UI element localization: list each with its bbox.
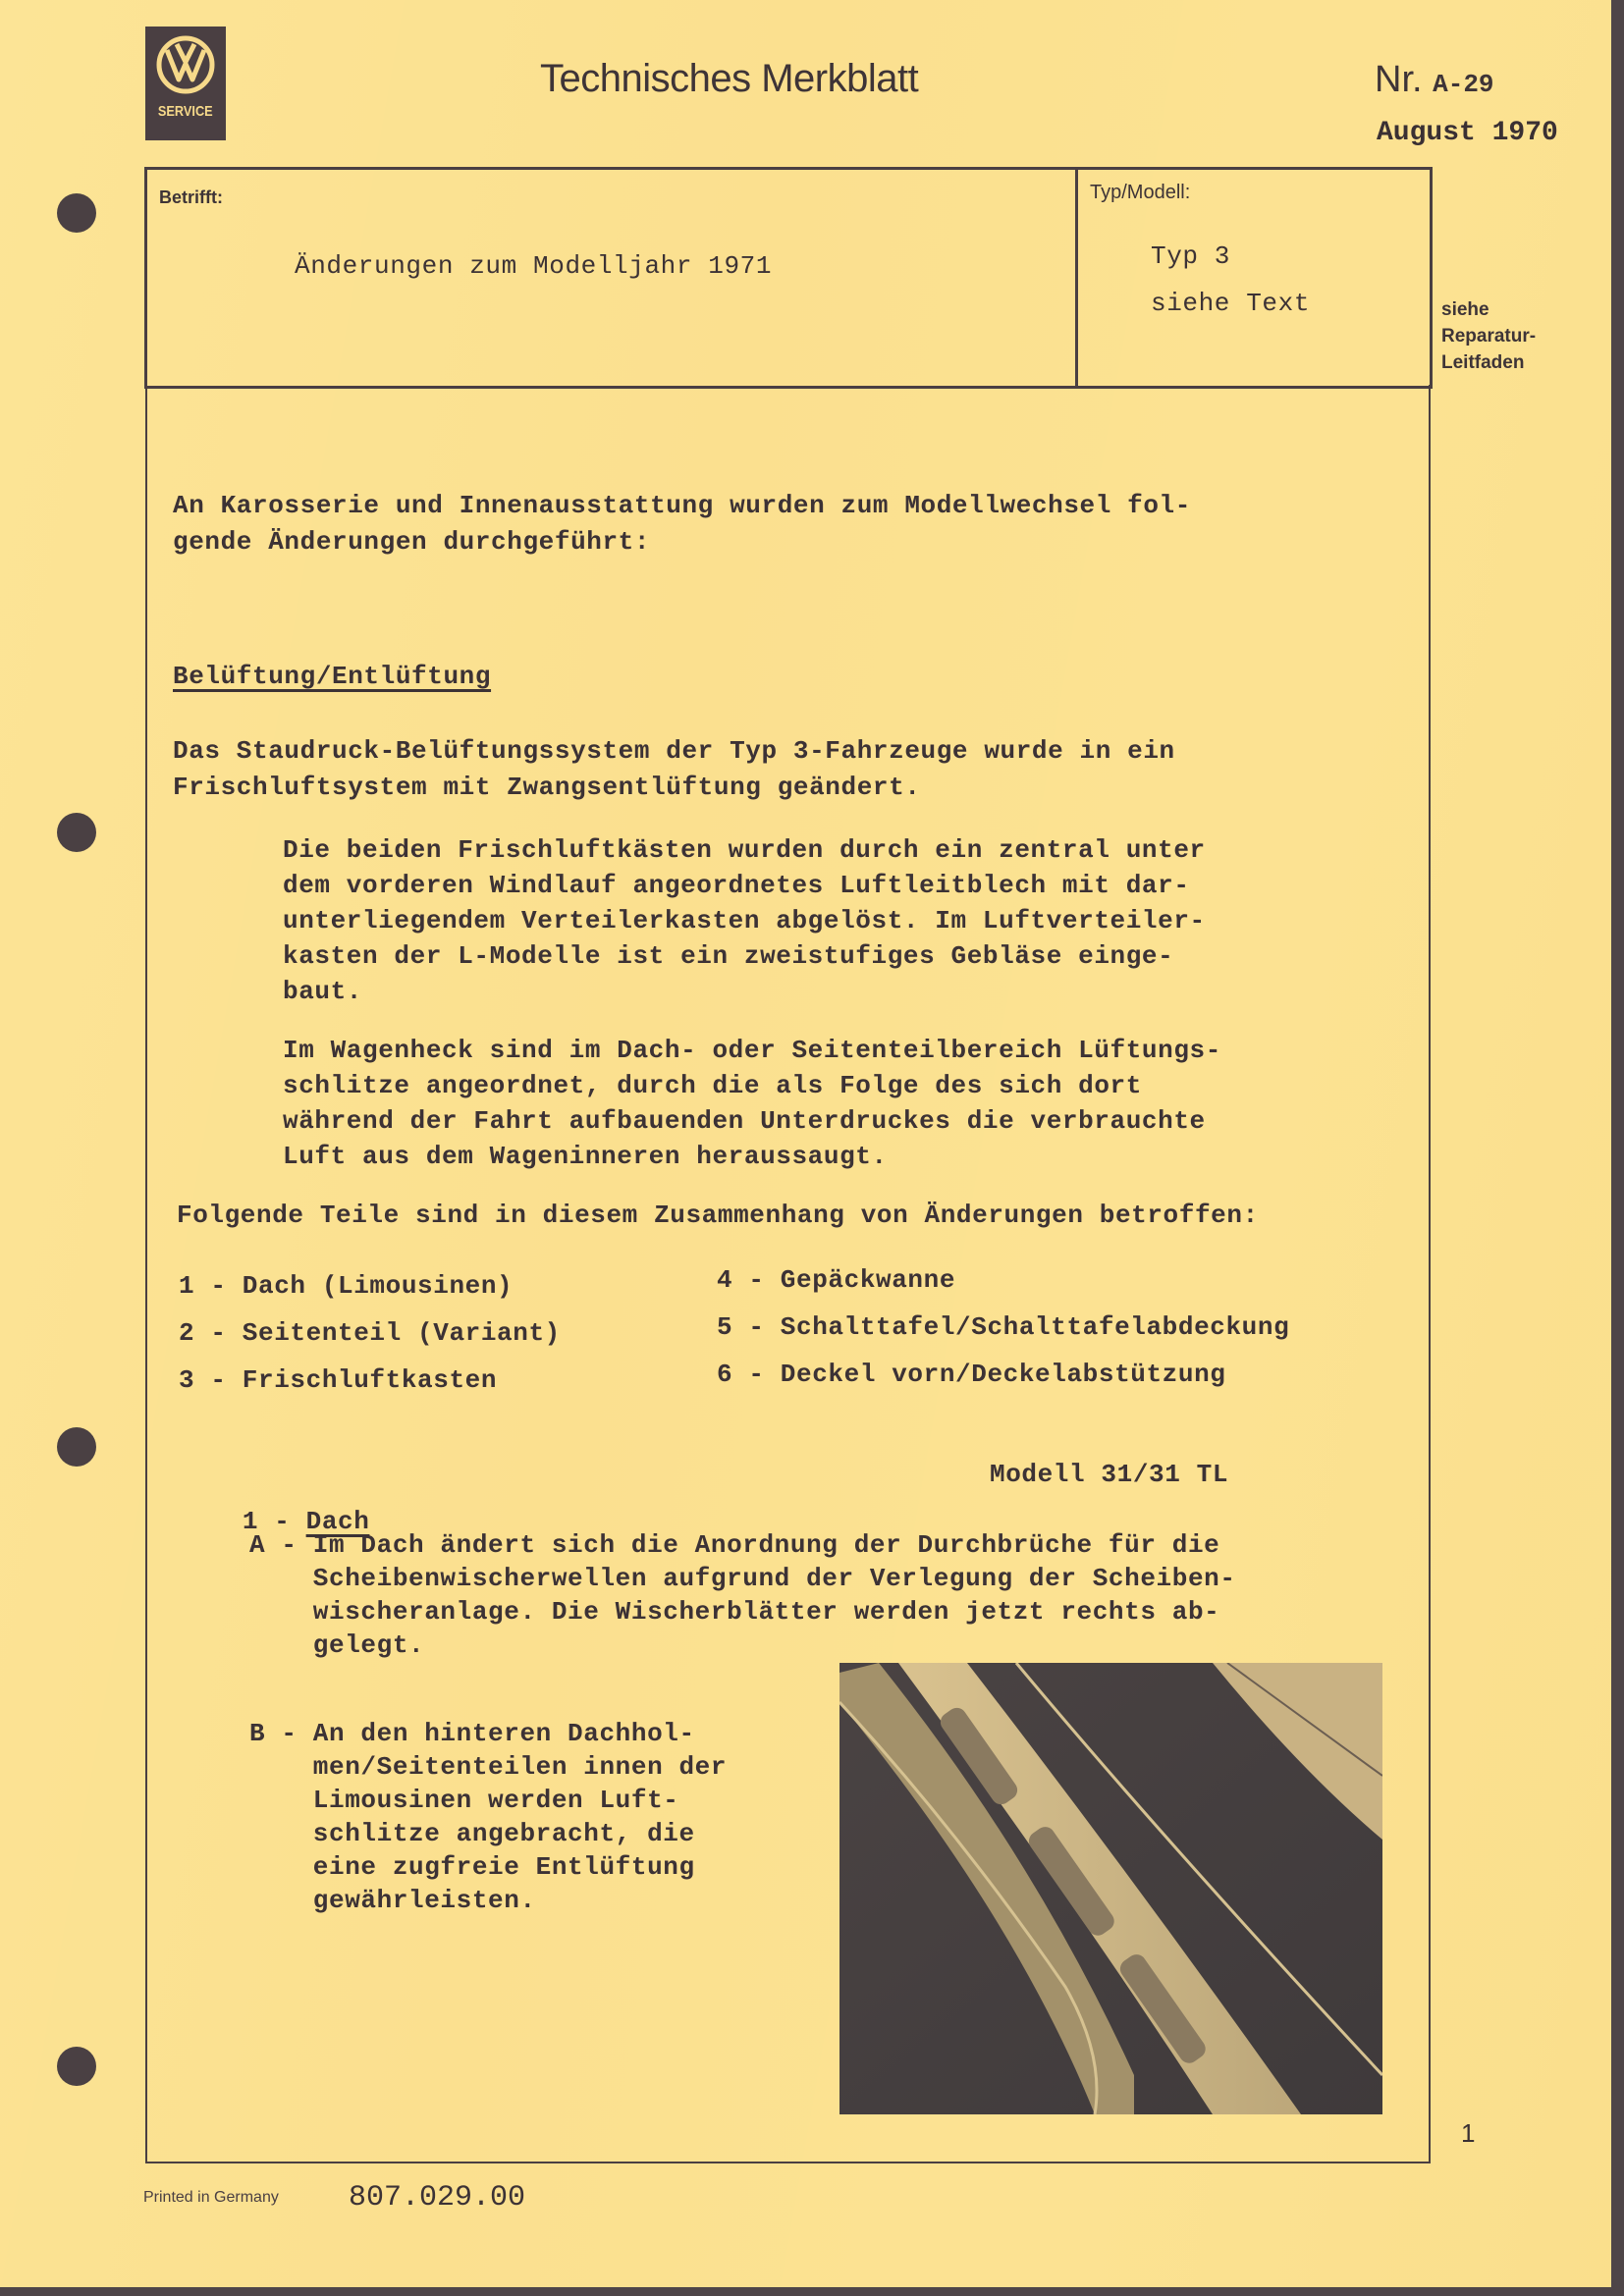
para3-line: während der Fahrt aufbauenden Unterdruckes die verbrauchte bbox=[283, 1106, 1206, 1136]
item1-b-line: Limousinen werden Luft- bbox=[249, 1786, 679, 1815]
parts-list-item: 2 - Seitenteil (Variant) bbox=[179, 1318, 561, 1348]
side-note-line: Leitfaden bbox=[1441, 352, 1525, 373]
side-note-line: Reparatur- bbox=[1441, 326, 1537, 347]
section-heading: Belüftung/Entlüftung bbox=[173, 662, 492, 691]
item1-a-line: wischeranlage. Die Wischerblätter werden jetzt rechts ab- bbox=[249, 1597, 1220, 1627]
parts-intro: Folgende Teile sind in diesem Zusammenhang von Änderungen betroffen: bbox=[177, 1201, 1259, 1230]
logo-service-text: SERVICE bbox=[158, 103, 213, 120]
item1-model: Modell 31/31 TL bbox=[990, 1460, 1229, 1489]
parts-list-item: 6 - Deckel vorn/Deckelabstützung bbox=[717, 1360, 1226, 1389]
para3-line: Im Wagenheck sind im Dach- oder Seitenteilbereich Lüftungs- bbox=[283, 1036, 1221, 1065]
vw-service-logo bbox=[145, 27, 226, 140]
punch-hole bbox=[57, 193, 96, 233]
para2-line: kasten der L-Modelle ist ein zweistufiges Gebläse einge- bbox=[283, 941, 1174, 971]
intro-line: An Karosserie und Innenausstattung wurden zum Modellwechsel fol- bbox=[173, 491, 1191, 520]
subject-box bbox=[144, 167, 1433, 389]
item1-a-line: Scheibenwischerwellen aufgrund der Verlegung der Scheiben- bbox=[249, 1564, 1236, 1593]
document-number bbox=[1375, 59, 1494, 101]
punch-hole bbox=[57, 1427, 96, 1467]
parts-list-item: 1 - Dach (Limousinen) bbox=[179, 1271, 514, 1301]
item1-b-line: eine zugfreie Entlüftung bbox=[249, 1852, 695, 1882]
item1-number: 1 - bbox=[242, 1507, 306, 1536]
item1-a-line: gelegt. bbox=[249, 1630, 425, 1660]
punch-hole bbox=[57, 2047, 96, 2086]
nr-value: A-29 bbox=[1433, 70, 1494, 99]
subject-divider bbox=[1075, 170, 1078, 386]
item1-a-line: A - Im Dach ändert sich die Anordnung der Durchbrüche für die bbox=[249, 1530, 1220, 1560]
subject-text: Änderungen zum Modelljahr 1971 bbox=[295, 251, 773, 281]
para3-line: Luft aus dem Wageninneren heraussaugt. bbox=[283, 1142, 888, 1171]
document-date: August 1970 bbox=[1377, 118, 1558, 148]
para2-line: unterliegendem Verteilerkasten abgelöst. Im Luftverteiler- bbox=[283, 906, 1206, 935]
item1-title: Dach bbox=[305, 1507, 370, 1536]
side-note bbox=[1441, 296, 1536, 376]
photo-image bbox=[839, 1663, 1382, 2114]
para2-line: baut. bbox=[283, 977, 363, 1006]
intro-line: gende Änderungen durchgeführt: bbox=[173, 527, 651, 557]
nr-label: Nr. bbox=[1375, 59, 1423, 100]
item1-b-line: gewährleisten. bbox=[249, 1886, 536, 1915]
parts-list-item: 3 - Frischluftkasten bbox=[179, 1365, 498, 1395]
side-note-line: siehe bbox=[1441, 299, 1489, 320]
punch-hole bbox=[57, 813, 96, 852]
betrifft-label: Betrifft: bbox=[159, 187, 223, 207]
para1-line: Frischluftsystem mit Zwangsentlüftung geändert. bbox=[173, 773, 921, 802]
item1-b-line: B - An den hinteren Dachhol- bbox=[249, 1719, 695, 1748]
typ-label: Typ/Modell: bbox=[1090, 182, 1191, 203]
document-title: Technisches Merkblatt bbox=[540, 57, 919, 100]
parts-list-item: 4 - Gepäckwanne bbox=[717, 1265, 956, 1295]
para2-line: Die beiden Frischluftkästen wurden durch ein zentral unter bbox=[283, 835, 1206, 865]
item1-b-line: schlitze angebracht, die bbox=[249, 1819, 695, 1848]
vw-logo-icon bbox=[155, 34, 216, 95]
typ-value: Typ 3 bbox=[1151, 241, 1231, 271]
roof-vent-photo bbox=[839, 1663, 1382, 2114]
parts-list-item: 5 - Schalttafel/Schalttafelabdeckung bbox=[717, 1312, 1290, 1342]
part-number: 807.029.00 bbox=[349, 2181, 526, 2215]
page-number: 1 bbox=[1461, 2118, 1476, 2148]
printed-in-germany: Printed in Germany bbox=[143, 2189, 279, 2206]
para3-line: schlitze angeordnet, durch die als Folge des sich dort bbox=[283, 1071, 1142, 1100]
typ-note: siehe Text bbox=[1151, 289, 1311, 318]
para2-line: dem vorderen Windlauf angeordnetes Luftleitblech mit dar- bbox=[283, 871, 1190, 900]
para1-line: Das Staudruck-Belüftungssystem der Typ 3-Fahrzeuge wurde in ein bbox=[173, 736, 1175, 766]
item1-b-line: men/Seitenteilen innen der bbox=[249, 1752, 728, 1782]
